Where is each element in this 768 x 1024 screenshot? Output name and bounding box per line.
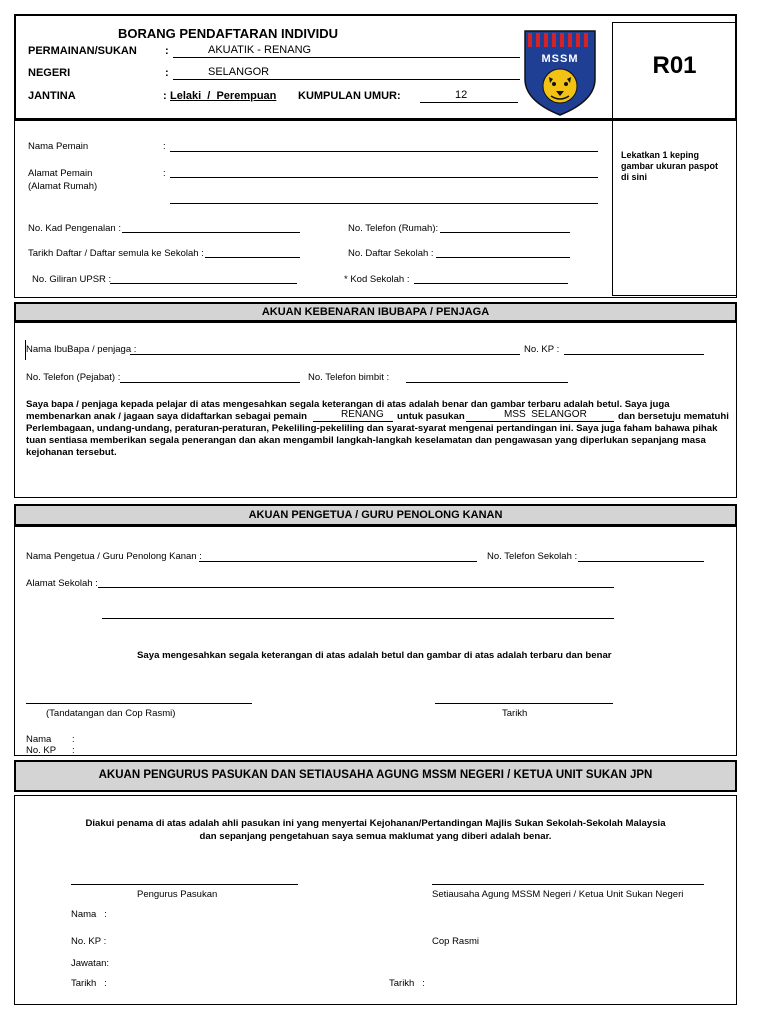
school-address-line-2[interactable]: [102, 618, 614, 619]
mssm-logo: [521, 27, 599, 117]
principal-name-field: Nama: [26, 734, 52, 745]
ic-label: No. Kad Pengenalan :: [28, 223, 121, 234]
decl-sport-value[interactable]: RENANG: [341, 409, 384, 420]
principal-sign-label: (Tandatangan dan Cop Rasmi): [46, 708, 176, 719]
office-phone-line[interactable]: [120, 382, 300, 383]
parent-declaration-line-4: tuan sentiasa memberikan segala penerangan dan akan mengambil langkah-langkah keselamatan dan pengawasan yang diperlukan sepanjang masa: [26, 435, 706, 446]
upsr-label: No. Giliran UPSR :: [32, 274, 112, 285]
form-code: R01: [652, 52, 697, 79]
school-code-label: * Kod Sekolah :: [344, 274, 410, 285]
mobile-line[interactable]: [406, 382, 568, 383]
game-colon: :: [165, 45, 169, 57]
parent-declaration-line-2c: dan bersetuju mematuhi: [618, 411, 729, 422]
school-reg-line[interactable]: [436, 257, 570, 258]
manager-kp-label: No. KP :: [71, 936, 107, 947]
game-value[interactable]: AKUATIK - RENANG: [208, 44, 312, 56]
office-phone-label: No. Telefon (Pejabat) :: [26, 372, 121, 383]
secretary-sign-label: Setiausaha Agung MSSM Negeri / Ketua Unit Sukan Negeri: [432, 889, 684, 900]
player-name-line[interactable]: [170, 151, 598, 152]
player-address-label: Alamat Pemain: [28, 168, 93, 179]
reg-date-line[interactable]: [205, 257, 300, 258]
school-reg-label: No. Daftar Sekolah :: [348, 248, 434, 259]
parent-kp-line[interactable]: [564, 354, 704, 355]
form-title: BORANG PENDAFTARAN INDIVIDU: [118, 26, 339, 41]
parent-name-label: Nama IbuBapa / penjaga :: [26, 344, 137, 355]
principal-name-colon: :: [72, 734, 75, 745]
gender-options[interactable]: Lelaki / Perempuan: [170, 90, 277, 102]
player-address-line-2[interactable]: [170, 203, 598, 204]
player-address-line-1[interactable]: [170, 177, 598, 178]
parent-declaration-line-3: Perlembagaan, undang-undang, peraturan-peraturan, Pekeliling-pekeliling dan syarat-syarat mengenai pertandingan ini. Saya juga faham bahawa pihak: [26, 423, 718, 434]
phone-home-line[interactable]: [440, 232, 570, 233]
parent-declaration-line-2a: membenarkan anak / jagaan saya didaftarkan sebagai pemain: [26, 411, 308, 422]
reg-date-label: Tarikh Daftar / Daftar semula ke Sekolah :: [28, 248, 204, 259]
gender-colon: :: [163, 90, 167, 102]
principal-name-line[interactable]: [199, 561, 477, 562]
principal-declaration: Saya mengesahkan segala keterangan di atas adalah betul dan gambar di atas adalah terbaru dan benar: [137, 650, 612, 661]
school-address-label: Alamat Sekolah :: [26, 578, 98, 589]
stamp-label: Cop Rasmi: [432, 936, 479, 947]
school-phone-line[interactable]: [578, 561, 704, 562]
principal-date-line[interactable]: [435, 703, 613, 704]
principal-heading: AKUAN PENGETUA / GURU PENOLONG KANAN: [14, 504, 737, 526]
player-address-colon: :: [163, 168, 166, 179]
upsr-line[interactable]: [110, 283, 297, 284]
age-group-line: [420, 102, 518, 103]
logo-text: MSSM: [541, 53, 579, 65]
ic-line[interactable]: [122, 232, 300, 233]
photo-note: Lekatkan 1 keping gambar ukuran paspot di sini: [621, 150, 719, 182]
state-label: NEGERI: [28, 67, 71, 79]
parent-kp-label: No. KP :: [524, 344, 560, 355]
game-label: PERMAINAN/SUKAN: [28, 45, 137, 57]
age-group-label: KUMPULAN UMUR:: [298, 90, 401, 102]
school-address-line-1[interactable]: [98, 587, 614, 588]
principal-name-label: Nama Pengetua / Guru Penolong Kanan :: [26, 551, 202, 562]
principal-kp-colon: :: [72, 745, 75, 753]
manager-declaration-line-2: dan sepanjang pengetahuan saya semua maklumat yang diberi adalah benar.: [199, 831, 552, 842]
mobile-label: No. Telefon bimbit :: [308, 372, 390, 383]
phone-home-label: No. Telefon (Rumah):: [348, 223, 439, 234]
photo-box[interactable]: [612, 120, 737, 296]
principal-sign-line[interactable]: [26, 703, 252, 704]
secretary-sign-line[interactable]: [432, 884, 704, 885]
manager-date-label: Tarikh :: [71, 978, 107, 989]
parent-declaration-line-2b: untuk pasukan: [397, 411, 465, 422]
player-address-sub: (Alamat Rumah): [28, 181, 98, 192]
player-name-label: Nama Pemain: [28, 141, 89, 152]
state-value[interactable]: SELANGOR: [208, 66, 270, 78]
parent-declaration-line-1: Saya bapa / penjaga kepada pelajar di atas mengesahkan segala keterangan di atas adalah benar dan gambar terbaru adalah betul. Saya juga: [26, 399, 670, 410]
manager-sign-line[interactable]: [71, 884, 298, 885]
age-group-value[interactable]: 12: [455, 89, 468, 101]
game-line: [173, 57, 520, 58]
gender-label: JANTINA: [28, 90, 76, 102]
state-line: [173, 79, 520, 80]
principal-kp-field: No. KP: [26, 745, 57, 753]
principal-date-label: Tarikh: [502, 708, 528, 719]
manager-position-label: Jawatan:: [71, 958, 110, 969]
parent-declaration-line-5: kejohanan tersebut.: [26, 447, 117, 458]
decl-team-line: [466, 421, 614, 422]
manager-heading: AKUAN PENGURUS PASUKAN DAN SETIAUSAHA AGUNG MSSM NEGERI / KETUA UNIT SUKAN JPN: [14, 760, 737, 792]
parent-heading: AKUAN KEBENARAN IBUBAPA / PENJAGA: [14, 302, 737, 322]
manager-name-label: Nama :: [71, 909, 107, 920]
manager-sign-label: Pengurus Pasukan: [137, 889, 218, 900]
school-phone-label: No. Telefon Sekolah :: [487, 551, 578, 562]
state-colon: :: [165, 67, 169, 79]
principal-kp-clip: [20, 744, 220, 753]
player-name-colon: :: [163, 141, 166, 152]
school-code-line[interactable]: [414, 283, 568, 284]
manager-declaration-line-1: Diakui penama di atas adalah ahli pasukan ini yang menyertai Kejohanan/Pertandingan Majlis Sukan Sekolah-Sekolah Malaysia: [85, 818, 666, 829]
parent-name-line[interactable]: [130, 354, 520, 355]
decl-team-value[interactable]: MSS SELANGOR: [504, 409, 587, 420]
secretary-date-label: Tarikh :: [389, 978, 425, 989]
decl-sport-line: [313, 421, 393, 422]
